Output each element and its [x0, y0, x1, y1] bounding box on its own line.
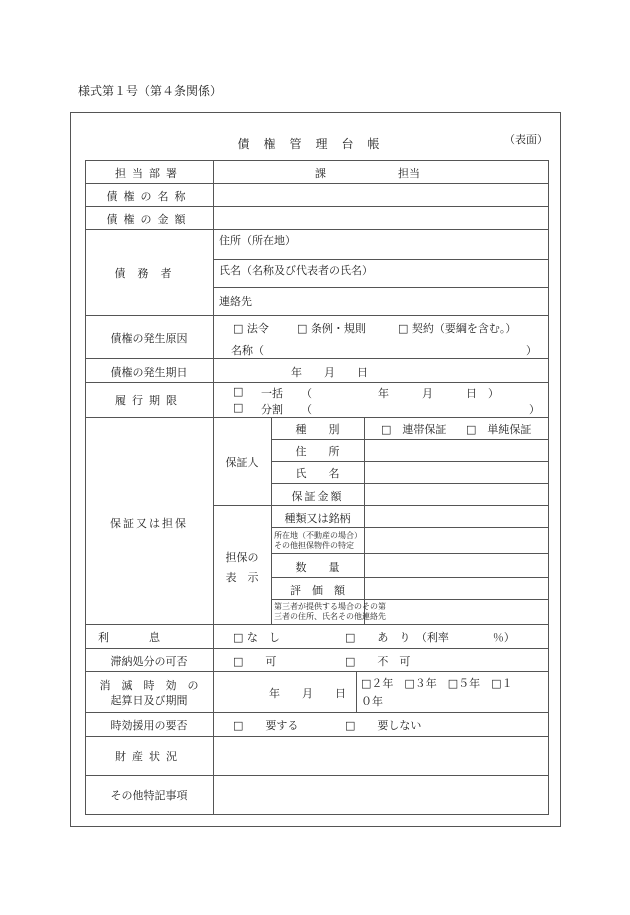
guarantor-address-label: 住 所: [295, 445, 340, 458]
installment-checkbox[interactable]: □: [233, 401, 244, 414]
invocation-noneed-checkbox[interactable]: □ 要しない: [345, 719, 422, 732]
form-title: 債権管理台帳: [237, 137, 394, 151]
prescription-period-options-cont: ０年: [361, 695, 383, 708]
collateral-location-label-2: その他担保物件の特定: [274, 541, 354, 550]
interest-yes-checkbox[interactable]: □ あ り （利率 ％）: [345, 631, 515, 644]
collateral-label-1: 担保の: [225, 551, 259, 564]
debtor-person-label: 氏名（名称及び代表者の氏名）: [219, 264, 373, 277]
guarantee-label: 保証又は担保: [110, 517, 188, 530]
dept-section-unit: 課: [315, 167, 326, 180]
prescription-label-2: 起算日及び期間: [110, 694, 188, 707]
form-number-label: 様式第１号（第４条関係）: [78, 84, 223, 98]
prescription-period-options[interactable]: □２年 □３年 □５年 □１: [361, 677, 513, 690]
lump-sum-date: （ 年 月 日 ）: [301, 387, 499, 400]
dept-label: 担当部署: [115, 167, 183, 180]
joint-guarantee-checkbox[interactable]: □ 連帯保証: [381, 423, 447, 436]
prescription-label-1: 消 滅 時 効 の: [99, 679, 199, 692]
performance-term-label: 履行期限: [115, 394, 183, 407]
invocation-label: 時効援用の要否: [110, 719, 188, 732]
interest-label: 利息: [98, 631, 200, 644]
cause-contract-checkbox[interactable]: □ 契約（要綱を含む。）: [398, 322, 517, 335]
lump-sum-label: 一括: [261, 387, 283, 400]
interest-none-checkbox[interactable]: □ な し: [233, 631, 280, 644]
ledger-frame: [70, 112, 561, 827]
debtor-label: 債務者: [114, 267, 184, 280]
collateral-label-2: 表 示: [225, 571, 259, 584]
installment-label: 分割: [261, 403, 283, 416]
collateral-value-label: 評 価 額: [290, 584, 345, 597]
installment-open: （: [301, 403, 312, 416]
assets-label: 財産状況: [115, 750, 183, 763]
claim-amount-label: 債権の金額: [106, 213, 192, 226]
claim-name-label: 債権の名称: [106, 190, 192, 203]
occurrence-date-label: 債権の発生期日: [110, 366, 188, 379]
guarantor-label: 保証人: [225, 456, 259, 469]
third-party-label-2: 三者の住所、氏名その他連絡先: [274, 612, 386, 621]
lump-sum-checkbox[interactable]: □: [233, 385, 244, 398]
cause-law-checkbox[interactable]: □ 法令: [233, 322, 269, 335]
disposal-label: 滞納処分の可否: [110, 655, 188, 668]
guarantor-name-label: 氏 名: [295, 467, 340, 480]
debtor-contact-label: 連絡先: [219, 295, 252, 308]
cause-name-open: 名称（: [231, 344, 264, 357]
collateral-kind-label: 種類又は銘柄: [284, 512, 351, 525]
front-side-label: （表面）: [504, 133, 548, 146]
invocation-need-checkbox[interactable]: □ 要する: [233, 719, 299, 732]
disposal-ok-checkbox[interactable]: □ 可: [233, 655, 277, 668]
cause-name-close: ）: [526, 344, 537, 357]
other-notes-label: その他特記事項: [110, 789, 188, 802]
occurrence-date-ymd: 年 月 日: [291, 366, 368, 379]
simple-guarantee-checkbox[interactable]: □ 単純保証: [466, 423, 532, 436]
prescription-start-ymd: 年 月 日: [269, 687, 346, 700]
installment-close: ）: [529, 403, 540, 416]
debtor-address-label: 住所（所在地）: [219, 234, 296, 247]
third-party-label-1: 第三者が提供する場合のその第: [274, 602, 386, 611]
guarantee-amount-label: 保証金額: [291, 490, 344, 503]
guarantor-type-label: 種 別: [295, 423, 340, 436]
cause-label: 債権の発生原因: [110, 332, 188, 345]
dept-person-unit: 担当: [398, 167, 420, 180]
collateral-location-label-1: 所在地（不動産の場合）: [274, 531, 362, 540]
cause-ordinance-checkbox[interactable]: □ 条例・規則: [297, 322, 366, 335]
collateral-qty-label: 数 量: [295, 561, 340, 574]
disposal-ng-checkbox[interactable]: □ 不 可: [345, 655, 411, 668]
